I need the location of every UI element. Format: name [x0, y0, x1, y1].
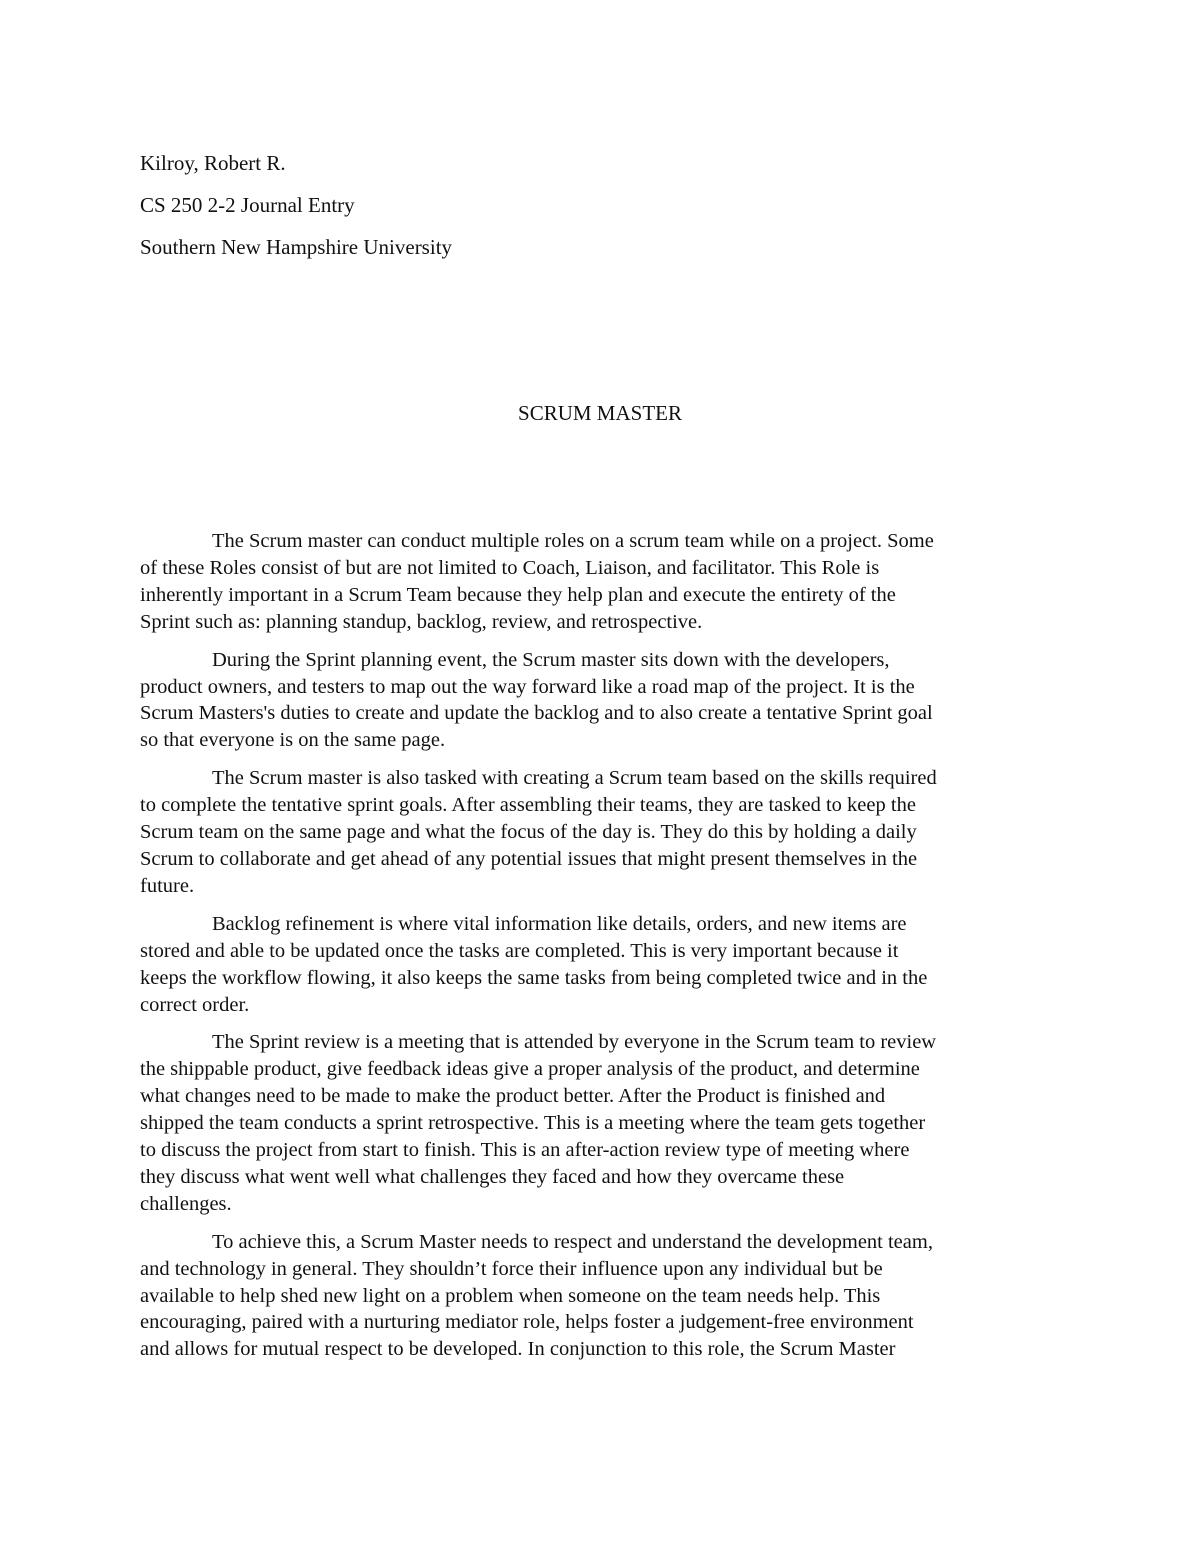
- paragraph: [140, 765, 1052, 900]
- paragraph-line: Scrum to collaborate and get ahead of any potential issues that might present themselves in the: [140, 847, 918, 870]
- paragraph-line: available to help shed new light on a problem when someone on the team needs help. This: [140, 1284, 881, 1307]
- paragraph: [140, 1029, 1052, 1217]
- paragraph-line: what changes need to be made to make the product better. After the Product is finished and: [140, 1085, 886, 1108]
- paragraph-line: Scrum Masters's duties to create and update the backlog and to also create a tentative Sprint goal: [140, 702, 933, 725]
- paragraph-line: shipped the team conducts a sprint retrospective. This is a meeting where the team gets together: [140, 1112, 926, 1135]
- paragraph-line: correct order.: [140, 993, 250, 1016]
- paragraph-line: the shippable product, give feedback ideas give a proper analysis of the product, and determine: [140, 1058, 920, 1081]
- paragraph-line: they discuss what went well what challenges they faced and how they overcame these: [140, 1165, 845, 1188]
- paragraph-line: and technology in general. They shouldn’t force their influence upon any individual but be: [140, 1257, 883, 1280]
- paragraph-line: Backlog refinement is where vital information like details, orders, and new items are: [212, 912, 907, 935]
- paragraph-line: to complete the tentative sprint goals. After assembling their teams, they are tasked to keep the: [140, 794, 916, 817]
- paragraph: [140, 1229, 1052, 1364]
- paragraph-line: challenges.: [140, 1192, 232, 1215]
- paragraph-line: inherently important in a Scrum Team because they help plan and execute the entirety of the: [140, 583, 896, 606]
- paragraph: [140, 647, 1052, 755]
- paragraph-line: keeps the workflow flowing, it also keeps the same tasks from being completed twice and in the: [140, 966, 928, 989]
- paragraph-line: of these Roles consist of but are not limited to Coach, Liaison, and facilitator. This Role is: [140, 556, 880, 579]
- paragraph-line: During the Sprint planning event, the Scrum master sits down with the developers,: [212, 648, 890, 671]
- paragraph-line: Sprint such as: planning standup, backlog, review, and retrospective.: [140, 610, 703, 633]
- paragraph-line: so that everyone is on the same page.: [140, 729, 446, 752]
- document-header: [140, 142, 740, 268]
- paragraph-line: encouraging, paired with a nurturing mediator role, helps foster a judgement-free environment: [140, 1311, 914, 1334]
- document-body: [140, 528, 1052, 1374]
- author-name: Kilroy, Robert R.: [140, 151, 286, 175]
- paragraph-line: The Scrum master is also tasked with creating a Scrum team based on the skills required: [212, 767, 937, 790]
- paragraph: [140, 528, 1052, 636]
- paragraph-line: To achieve this, a Scrum Master needs to respect and understand the development team,: [212, 1230, 933, 1253]
- paragraph-line: and allows for mutual respect to be developed. In conjunction to this role, the Scrum Master: [140, 1338, 896, 1361]
- document-title: SCRUM MASTER: [518, 401, 682, 425]
- paragraph-line: The Sprint review is a meeting that is attended by everyone in the Scrum team to review: [212, 1031, 937, 1054]
- paragraph-line: product owners, and testers to map out the way forward like a road map of the project. It is the: [140, 675, 915, 698]
- paragraph-line: stored and able to be updated once the tasks are completed. This is very important because it: [140, 939, 899, 962]
- course-title: CS 250 2-2 Journal Entry: [140, 193, 355, 217]
- paragraph-line: Scrum team on the same page and what the focus of the day is. They do this by holding a daily: [140, 821, 917, 844]
- paragraph-line: to discuss the project from start to finish. This is an after-action review type of meeting where: [140, 1139, 910, 1162]
- paragraph-line: future.: [140, 874, 195, 897]
- institution-name: Southern New Hampshire University: [140, 235, 453, 259]
- paragraph-line: The Scrum master can conduct multiple roles on a scrum team while on a project. Some: [212, 530, 934, 552]
- paragraph: [140, 911, 1052, 1019]
